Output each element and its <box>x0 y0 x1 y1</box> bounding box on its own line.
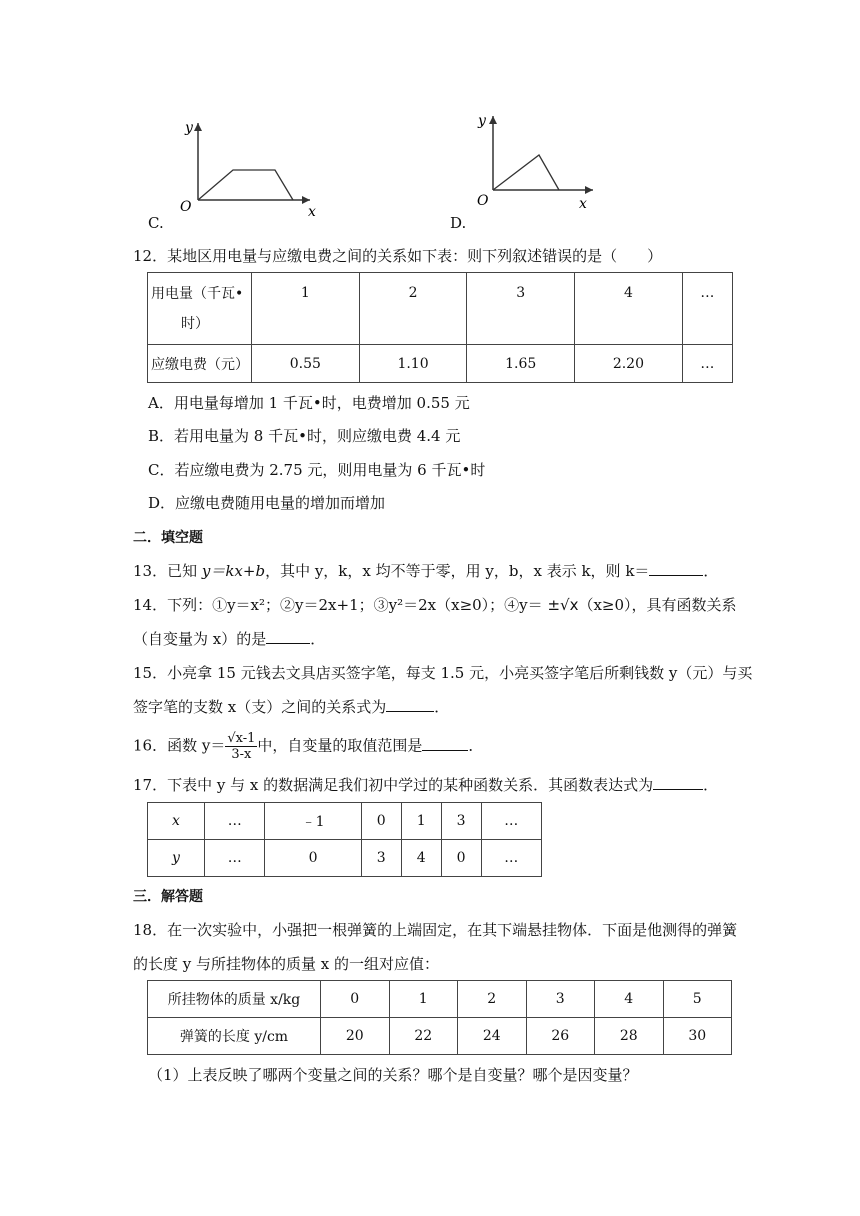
graph-c-y-label: y <box>185 120 193 136</box>
graph-d <box>465 108 605 218</box>
q18-line1: 18．在一次实验中，小强把一根弹簧的上端固定，在其下端悬挂物体．下面是他测得的弹簧 <box>133 921 738 939</box>
fraction: $\frac{√x-1}{3-x}$ <box>227 731 256 762</box>
q18-cell: 22 <box>389 1018 458 1055</box>
q18-cell: 28 <box>595 1018 664 1055</box>
answer-blank[interactable] <box>386 697 434 712</box>
q17-cell: 0 <box>361 803 401 840</box>
graph-c <box>140 115 340 235</box>
section-3-heading: 三．解答题 <box>133 889 203 905</box>
q12-option-b: B．若用电量为 8 千瓦•时，则应缴电费 4.4 元 <box>148 427 461 445</box>
q17-cell: 3 <box>361 840 401 877</box>
q15-line1: 15．小亮拿 15 元钱去文具店买签字笔，每支 1.5 元，小亮买签字笔后所剩钱数 y（元）与买 <box>133 664 753 682</box>
q17-table <box>147 802 542 877</box>
q12-cell: 2 <box>359 273 467 345</box>
q12-cell: 1.65 <box>467 345 575 383</box>
q18-cell: 3 <box>526 981 595 1018</box>
q18-sub1: （1）上表反映了哪两个变量之间的关系？哪个是自变量？哪个是因变量？ <box>148 1066 638 1084</box>
q12-option-c: C．若应缴电费为 2.75 元，则用电量为 6 千瓦•时 <box>148 461 486 479</box>
q17-cell: x <box>172 813 180 829</box>
q12-table <box>147 272 733 383</box>
q18-cell: 4 <box>595 981 664 1018</box>
q12-cell: 1.10 <box>359 345 467 383</box>
q12-option-a: A．用电量每增加 1 千瓦•时，电费增加 0.55 元 <box>148 394 470 412</box>
q18-table <box>147 980 732 1055</box>
q18-line2: 的长度 y 与所挂物体的质量 x 的一组对应值： <box>133 955 440 973</box>
q18-row2-header: 弹簧的长度 y/cm <box>148 1018 321 1055</box>
q15-line2: 签字笔的支数 x（支）之间的关系式为 ． <box>133 698 450 716</box>
answer-blank[interactable] <box>649 561 703 576</box>
graph-c-x-label: x <box>308 204 316 220</box>
answer-blank[interactable] <box>422 736 468 751</box>
q12-cell: 2.20 <box>575 345 683 383</box>
q18-cell: 20 <box>321 1018 390 1055</box>
q17-cell: … <box>205 840 265 877</box>
graph-d-origin: O <box>477 193 489 209</box>
graph-c-origin: O <box>180 199 192 215</box>
q12-cell: 4 <box>575 273 683 345</box>
q17-cell: 0 <box>265 840 361 877</box>
q12-cell: 1 <box>252 273 360 345</box>
graph-d-y-label: y <box>478 113 486 129</box>
q18-cell: 1 <box>389 981 458 1018</box>
q17-cell: 3 <box>441 803 481 840</box>
q17-cell: … <box>481 803 541 840</box>
q17-cell: 0 <box>441 840 481 877</box>
q12-option-d: D．应缴电费随用电量的增加而增加 <box>148 494 386 512</box>
q18-cell: 24 <box>458 1018 527 1055</box>
q17-cell: y <box>172 850 180 866</box>
q14-line1: 14．下列：①y＝x²；②y＝2x+1；③y²＝2x（x≥0）；④y＝ ±√x（x≥0），具有函数关系 <box>133 596 737 614</box>
q17-cell: ﹣1 <box>265 803 361 840</box>
q18-cell: 0 <box>321 981 390 1018</box>
q14-line2: （自变量为 x）的是 ． <box>133 630 326 648</box>
section-2-heading: 二．填空题 <box>133 530 203 546</box>
q17-cell: 4 <box>401 840 441 877</box>
q18-cell: 5 <box>663 981 732 1018</box>
q12-row1-header: 用电量（千瓦• 时） <box>148 273 252 345</box>
graph-c-label: C. <box>148 214 164 232</box>
q12-stem: 12．某地区用电量与应缴电费之间的关系如下表：则下列叙述错误的是（ ） <box>133 247 663 265</box>
q16: 16．函数 y＝ $\frac{√x-1}{3-x}$ 中，自变量的取值范围是 ． <box>133 731 484 762</box>
q17-cell: … <box>205 803 265 840</box>
answer-blank[interactable] <box>266 629 310 644</box>
q18-cell: 30 <box>663 1018 732 1055</box>
q17-cell: 1 <box>401 803 441 840</box>
q12-cell: 3 <box>467 273 575 345</box>
q17-cell: … <box>481 840 541 877</box>
graph-d-x-label: x <box>579 196 587 212</box>
q12-cell: … <box>682 345 732 383</box>
answer-blank[interactable] <box>653 775 703 790</box>
q12-row2-header: 应缴电费（元） <box>148 345 252 383</box>
q18-cell: 2 <box>458 981 527 1018</box>
graph-d-label: D. <box>450 214 467 232</box>
q17-stem: 17．下表中 y 与 x 的数据满足我们初中学过的某种函数关系．其函数表达式为 ． <box>133 776 719 794</box>
q13: 13．已知 y＝kx+b，其中 y，k，x 均不等于零，用 y，b，x 表示 k，则 k＝ ． <box>133 562 719 580</box>
q18-row1-header: 所挂物体的质量 x/kg <box>148 981 321 1018</box>
q18-cell: 26 <box>526 1018 595 1055</box>
q12-cell: … <box>682 273 732 345</box>
q12-cell: 0.55 <box>252 345 360 383</box>
